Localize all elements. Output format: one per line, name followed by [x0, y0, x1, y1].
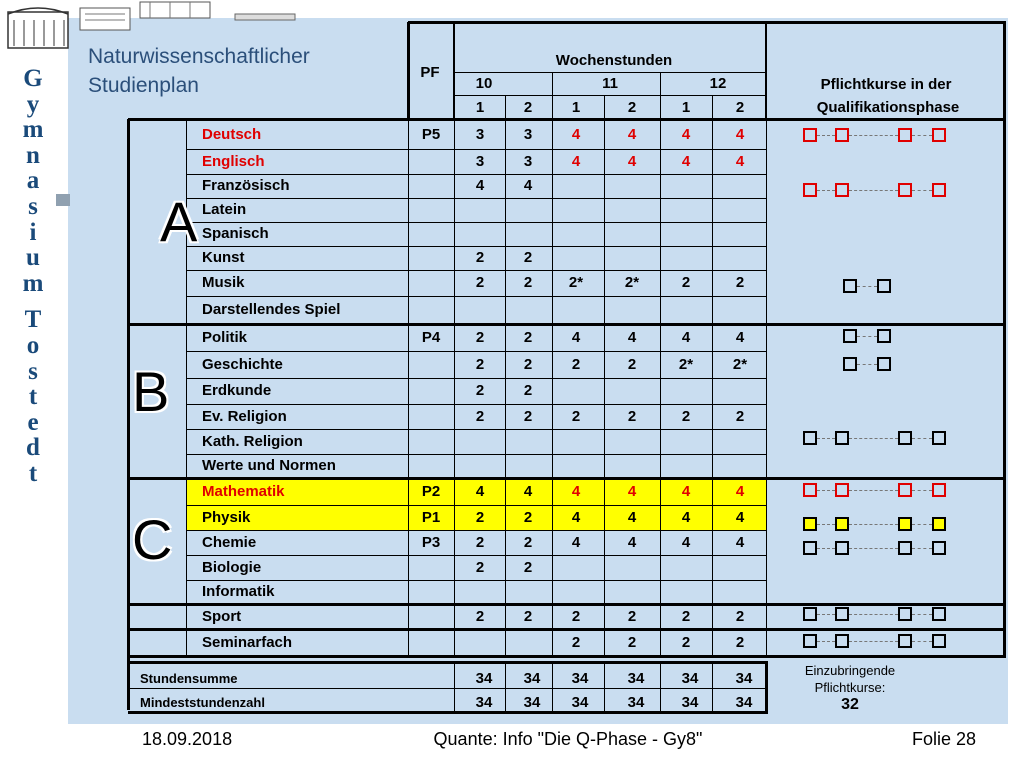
subject-name: Ev. Religion: [202, 407, 287, 425]
row-line: [186, 149, 766, 150]
hours-value: 4: [571, 482, 581, 500]
school-name-vertical: [8, 66, 58, 487]
hours-value: 2: [523, 382, 533, 399]
vertical-title-letter: s: [28, 192, 38, 220]
hours-value: 4: [681, 533, 691, 551]
subject-name: Latein: [202, 201, 247, 218]
vertical-title-letter: m: [22, 269, 44, 297]
hours-value: 4: [681, 152, 691, 170]
vertical-title-letter: a: [26, 167, 40, 195]
course-box: [835, 607, 849, 621]
course-box: [803, 483, 817, 497]
table-left-border: [127, 119, 130, 710]
slide-title-line-1: Naturwissenschaftlicher: [88, 45, 310, 68]
course-box: [932, 183, 946, 197]
row-line: [186, 580, 766, 581]
footer-date: 18.09.2018: [142, 729, 233, 749]
hours-value: 2: [681, 407, 691, 425]
course-box: [877, 329, 891, 343]
hours-value: 2: [523, 508, 533, 526]
course-box: [898, 483, 912, 497]
vertical-title-letter: o: [26, 331, 40, 359]
header-divider: [660, 72, 661, 119]
sum-value: 34: [475, 670, 493, 687]
subject-name: Werte und Normen: [202, 457, 336, 474]
column-line: [766, 119, 767, 656]
sum-value: 34: [571, 694, 589, 711]
block-divider: [128, 628, 1006, 631]
subject-name: Kath. Religion: [202, 432, 303, 450]
hours-value: 4: [627, 508, 637, 526]
subject-name: Musik: [202, 274, 245, 291]
course-box-connector: [817, 614, 835, 615]
pflichtkurse-header-line-2: Qualifikationsphase: [816, 99, 960, 116]
half-year-header: 2: [523, 99, 533, 116]
course-box: [898, 607, 912, 621]
course-box-connector: [849, 614, 898, 615]
block-letter-c: C: [132, 508, 173, 571]
hours-value: 4: [735, 508, 745, 526]
course-box: [932, 541, 946, 555]
block-divider: [128, 477, 1006, 480]
column-line: [454, 119, 455, 656]
course-box: [835, 634, 849, 648]
sum-value: 34: [627, 670, 645, 687]
sum-value: 34: [735, 694, 753, 711]
course-box: [877, 357, 891, 371]
course-box: [835, 183, 849, 197]
vertical-title-letter: m: [22, 116, 44, 144]
hours-value: 4: [627, 482, 637, 500]
hours-value: 2: [735, 607, 745, 625]
vertical-title-letter: T: [24, 306, 42, 334]
hours-value: 4: [735, 533, 745, 551]
pf-value: P2: [421, 482, 441, 500]
hours-value: 4: [523, 177, 533, 194]
pf-value: P5: [421, 126, 441, 143]
subject-name: Chemie: [202, 533, 257, 551]
course-box: [898, 541, 912, 555]
einzubringende-count: 32: [841, 696, 859, 713]
decorative-bar: [56, 194, 70, 206]
course-box-connector: [857, 364, 877, 365]
course-box-connector: [912, 614, 932, 615]
course-box-connector: [849, 548, 898, 549]
hours-value: 2: [523, 328, 533, 346]
sum-value: 34: [681, 694, 699, 711]
course-box-connector: [912, 548, 932, 549]
course-box: [932, 634, 946, 648]
hours-value: 4: [571, 328, 581, 346]
hours-value: 4: [681, 482, 691, 500]
wochenstunden-header: Wochenstunden: [555, 52, 673, 69]
subject-name: Mathematik: [202, 482, 285, 500]
subject-name: Sport: [202, 607, 242, 625]
course-box-connector: [912, 490, 932, 491]
hours-value: 2: [735, 633, 745, 651]
hours-value: 2: [523, 274, 533, 291]
hours-value: 2: [571, 607, 581, 625]
vertical-title-letter: t: [28, 459, 38, 487]
hours-value: 4: [571, 508, 581, 526]
course-box-connector: [817, 641, 835, 642]
course-box-connector: [849, 490, 898, 491]
course-box-connector: [849, 135, 898, 136]
course-box: [932, 128, 946, 142]
hours-value: 2*: [678, 355, 694, 373]
vertical-title-letter: y: [26, 90, 40, 118]
hours-value: 2: [475, 382, 485, 399]
hours-value: 2: [475, 274, 485, 291]
hours-value: 2: [523, 533, 533, 551]
sums-top-border: [128, 661, 768, 664]
course-box: [932, 431, 946, 445]
subject-name: Erdkunde: [202, 382, 272, 399]
vertical-title-letter: G: [23, 65, 43, 92]
hours-value: 4: [735, 152, 745, 170]
hours-value: 4: [735, 126, 745, 143]
column-line: [604, 119, 605, 656]
course-box: [803, 431, 817, 445]
pf-value: P3: [421, 533, 441, 551]
subject-name: Spanisch: [202, 225, 269, 242]
hours-value: 2: [475, 328, 485, 346]
header-top-border: [408, 21, 1006, 24]
sum-value: 34: [523, 694, 541, 711]
course-box: [843, 329, 857, 343]
hours-value: 2: [681, 633, 691, 651]
vertical-title-letter: e: [27, 408, 39, 436]
course-box: [877, 279, 891, 293]
hours-value: 4: [627, 152, 637, 170]
course-box: [803, 517, 817, 531]
column-line: [408, 119, 409, 656]
block-divider: [128, 603, 1006, 606]
hours-value: 4: [735, 328, 745, 346]
hours-value: 2: [627, 355, 637, 373]
column-line: [552, 119, 553, 656]
hours-value: 4: [571, 533, 581, 551]
course-box: [898, 431, 912, 445]
header-divider: [604, 95, 605, 119]
subject-name: Darstellendes Spiel: [202, 301, 341, 318]
course-box-connector: [849, 641, 898, 642]
sum-value: 34: [571, 670, 589, 687]
footer-slide-number: Folie 28: [912, 729, 977, 749]
sum-value: 34: [475, 694, 493, 711]
course-box: [803, 607, 817, 621]
hours-value: 4: [735, 482, 745, 500]
hours-value: 2: [523, 558, 533, 576]
subject-name: Französisch: [202, 177, 290, 194]
hours-value: 2: [475, 607, 485, 625]
hours-value: 4: [627, 533, 637, 551]
hours-value: 2: [571, 633, 581, 651]
year-header: 11: [602, 75, 618, 92]
hours-value: 2: [571, 355, 581, 373]
course-box-connector: [817, 438, 835, 439]
hours-value: 2: [475, 533, 485, 551]
hours-value: 4: [627, 328, 637, 346]
pf-value: P4: [421, 328, 441, 346]
hours-value: 3: [475, 126, 485, 143]
vertical-title-letter: t: [28, 383, 38, 411]
course-box: [803, 183, 817, 197]
header-divider: [712, 95, 713, 119]
course-box: [932, 517, 946, 531]
hours-value: 2: [681, 607, 691, 625]
course-box-connector: [817, 548, 835, 549]
hours-value: 2: [627, 633, 637, 651]
year-header: 12: [709, 75, 727, 92]
course-box: [803, 541, 817, 555]
subject-name: Deutsch: [202, 126, 262, 143]
hours-value: 2: [735, 274, 745, 291]
course-box: [835, 541, 849, 555]
row-line: [186, 429, 766, 430]
subject-name: Kunst: [202, 249, 245, 266]
hours-value: 2: [523, 355, 533, 373]
pf-value: P1: [421, 508, 441, 526]
row-line: [186, 378, 766, 379]
row-line: [186, 555, 766, 556]
hours-value: 4: [571, 126, 581, 143]
vertical-title-letter: n: [26, 141, 40, 169]
course-box-connector: [817, 190, 835, 191]
course-box: [898, 634, 912, 648]
hours-value: 4: [627, 126, 637, 143]
einzubringende-line-2: Pflichtkurse:: [814, 680, 886, 695]
row-line: [186, 246, 766, 247]
column-line: [660, 119, 661, 656]
hours-value: 2*: [568, 274, 584, 291]
column-line: [505, 119, 506, 656]
subject-name: Seminarfach: [202, 633, 293, 651]
sum-value: 34: [681, 670, 699, 687]
block-divider: [128, 655, 1006, 658]
sum-value: 34: [523, 670, 541, 687]
hours-value: 2: [475, 249, 485, 266]
slide-title-line-2: Studienplan: [88, 74, 199, 97]
hours-value: 2: [571, 407, 581, 425]
hours-value: 2: [475, 407, 485, 425]
header-bottom-border: [128, 118, 1006, 121]
block-divider: [128, 323, 1006, 326]
half-year-header: 2: [627, 99, 637, 116]
hours-value: 4: [523, 482, 533, 500]
slide-title: [88, 42, 310, 100]
einzubringende-note: [770, 662, 930, 713]
header-divider: [454, 95, 766, 96]
hours-value: 3: [475, 152, 485, 170]
vertical-title-letter: s: [28, 357, 38, 385]
course-box: [835, 517, 849, 531]
course-box: [835, 128, 849, 142]
row-line: [186, 530, 766, 531]
hours-value: 2: [475, 355, 485, 373]
subject-name: Informatik: [202, 583, 275, 600]
header-divider: [453, 22, 455, 119]
row-line: [186, 296, 766, 297]
hours-value: 2: [523, 407, 533, 425]
pflichtkurse-header-line-1: Pflichtkurse in der: [820, 76, 952, 93]
course-box: [835, 431, 849, 445]
hours-value: 2: [475, 508, 485, 526]
header-divider: [505, 95, 506, 119]
course-box-connector: [912, 524, 932, 525]
course-box: [843, 357, 857, 371]
course-box: [898, 517, 912, 531]
course-box-connector: [912, 641, 932, 642]
row-line: [186, 222, 766, 223]
sum-label: Stundensumme: [140, 671, 238, 686]
subject-name: Biologie: [202, 558, 262, 576]
hours-value: 2*: [732, 355, 748, 373]
row-line: [186, 454, 766, 455]
vertical-title-letter: d: [26, 434, 40, 462]
subject-name: Politik: [202, 328, 248, 346]
course-box: [843, 279, 857, 293]
year-header: 10: [475, 75, 493, 92]
hours-value: 2: [475, 558, 485, 576]
row-line: [186, 198, 766, 199]
vertical-title-letter: u: [26, 244, 40, 272]
hours-value: 4: [681, 126, 691, 143]
course-box-connector: [817, 490, 835, 491]
course-box-connector: [817, 524, 835, 525]
header-divider: [454, 72, 766, 73]
hours-value: 4: [475, 482, 485, 500]
half-year-header: 1: [571, 99, 581, 116]
course-box-connector: [912, 135, 932, 136]
hours-value: 3: [523, 152, 533, 170]
course-box: [932, 607, 946, 621]
hours-value: 2: [523, 249, 533, 266]
hours-value: 2: [523, 607, 533, 625]
hours-value: 2: [735, 407, 745, 425]
course-box-connector: [857, 336, 877, 337]
header-divider: [765, 22, 767, 119]
block-letter-a: A: [160, 190, 198, 253]
half-year-header: 1: [681, 99, 691, 116]
header-divider: [552, 72, 553, 119]
pf-header: PF: [420, 64, 440, 81]
hours-value: 4: [681, 508, 691, 526]
row-line: [186, 505, 766, 506]
course-box-connector: [912, 438, 932, 439]
course-box-connector: [817, 135, 835, 136]
course-box-connector: [912, 190, 932, 191]
course-box: [932, 483, 946, 497]
course-box-connector: [857, 286, 877, 287]
row-line: [186, 270, 766, 271]
course-box: [803, 634, 817, 648]
half-year-header: 1: [475, 99, 485, 116]
row-line: [186, 351, 766, 352]
hours-value: 4: [681, 328, 691, 346]
sum-label: Mindeststundenzahl: [140, 695, 265, 710]
sum-value: 34: [627, 694, 645, 711]
course-box: [803, 128, 817, 142]
block-letter-b: B: [132, 360, 170, 423]
footer-center-text: Quante: Info "Die Q-Phase - Gy8": [433, 729, 703, 749]
half-year-header: 2: [735, 99, 745, 116]
column-line: [712, 119, 713, 656]
hours-value: 4: [475, 177, 485, 194]
hours-value: 2*: [624, 274, 640, 291]
hours-value: 2: [681, 274, 691, 291]
subject-name: Geschichte: [202, 355, 283, 373]
course-box: [835, 483, 849, 497]
einzubringende-line-1: Einzubringende: [804, 663, 896, 678]
row-line: [186, 174, 766, 175]
subject-name: Physik: [202, 508, 251, 526]
subject-name: Englisch: [202, 152, 265, 170]
header-left-border: [407, 22, 410, 119]
hours-value: 2: [627, 407, 637, 425]
course-box-connector: [849, 524, 898, 525]
row-line: [186, 404, 766, 405]
course-box-connector: [849, 190, 898, 191]
hours-value: 4: [571, 152, 581, 170]
course-box-connector: [849, 438, 898, 439]
course-box: [898, 183, 912, 197]
vertical-title-letter: i: [29, 218, 37, 246]
hours-value: 2: [627, 607, 637, 625]
course-box: [898, 128, 912, 142]
hours-value: 3: [523, 126, 533, 143]
sum-value: 34: [735, 670, 753, 687]
